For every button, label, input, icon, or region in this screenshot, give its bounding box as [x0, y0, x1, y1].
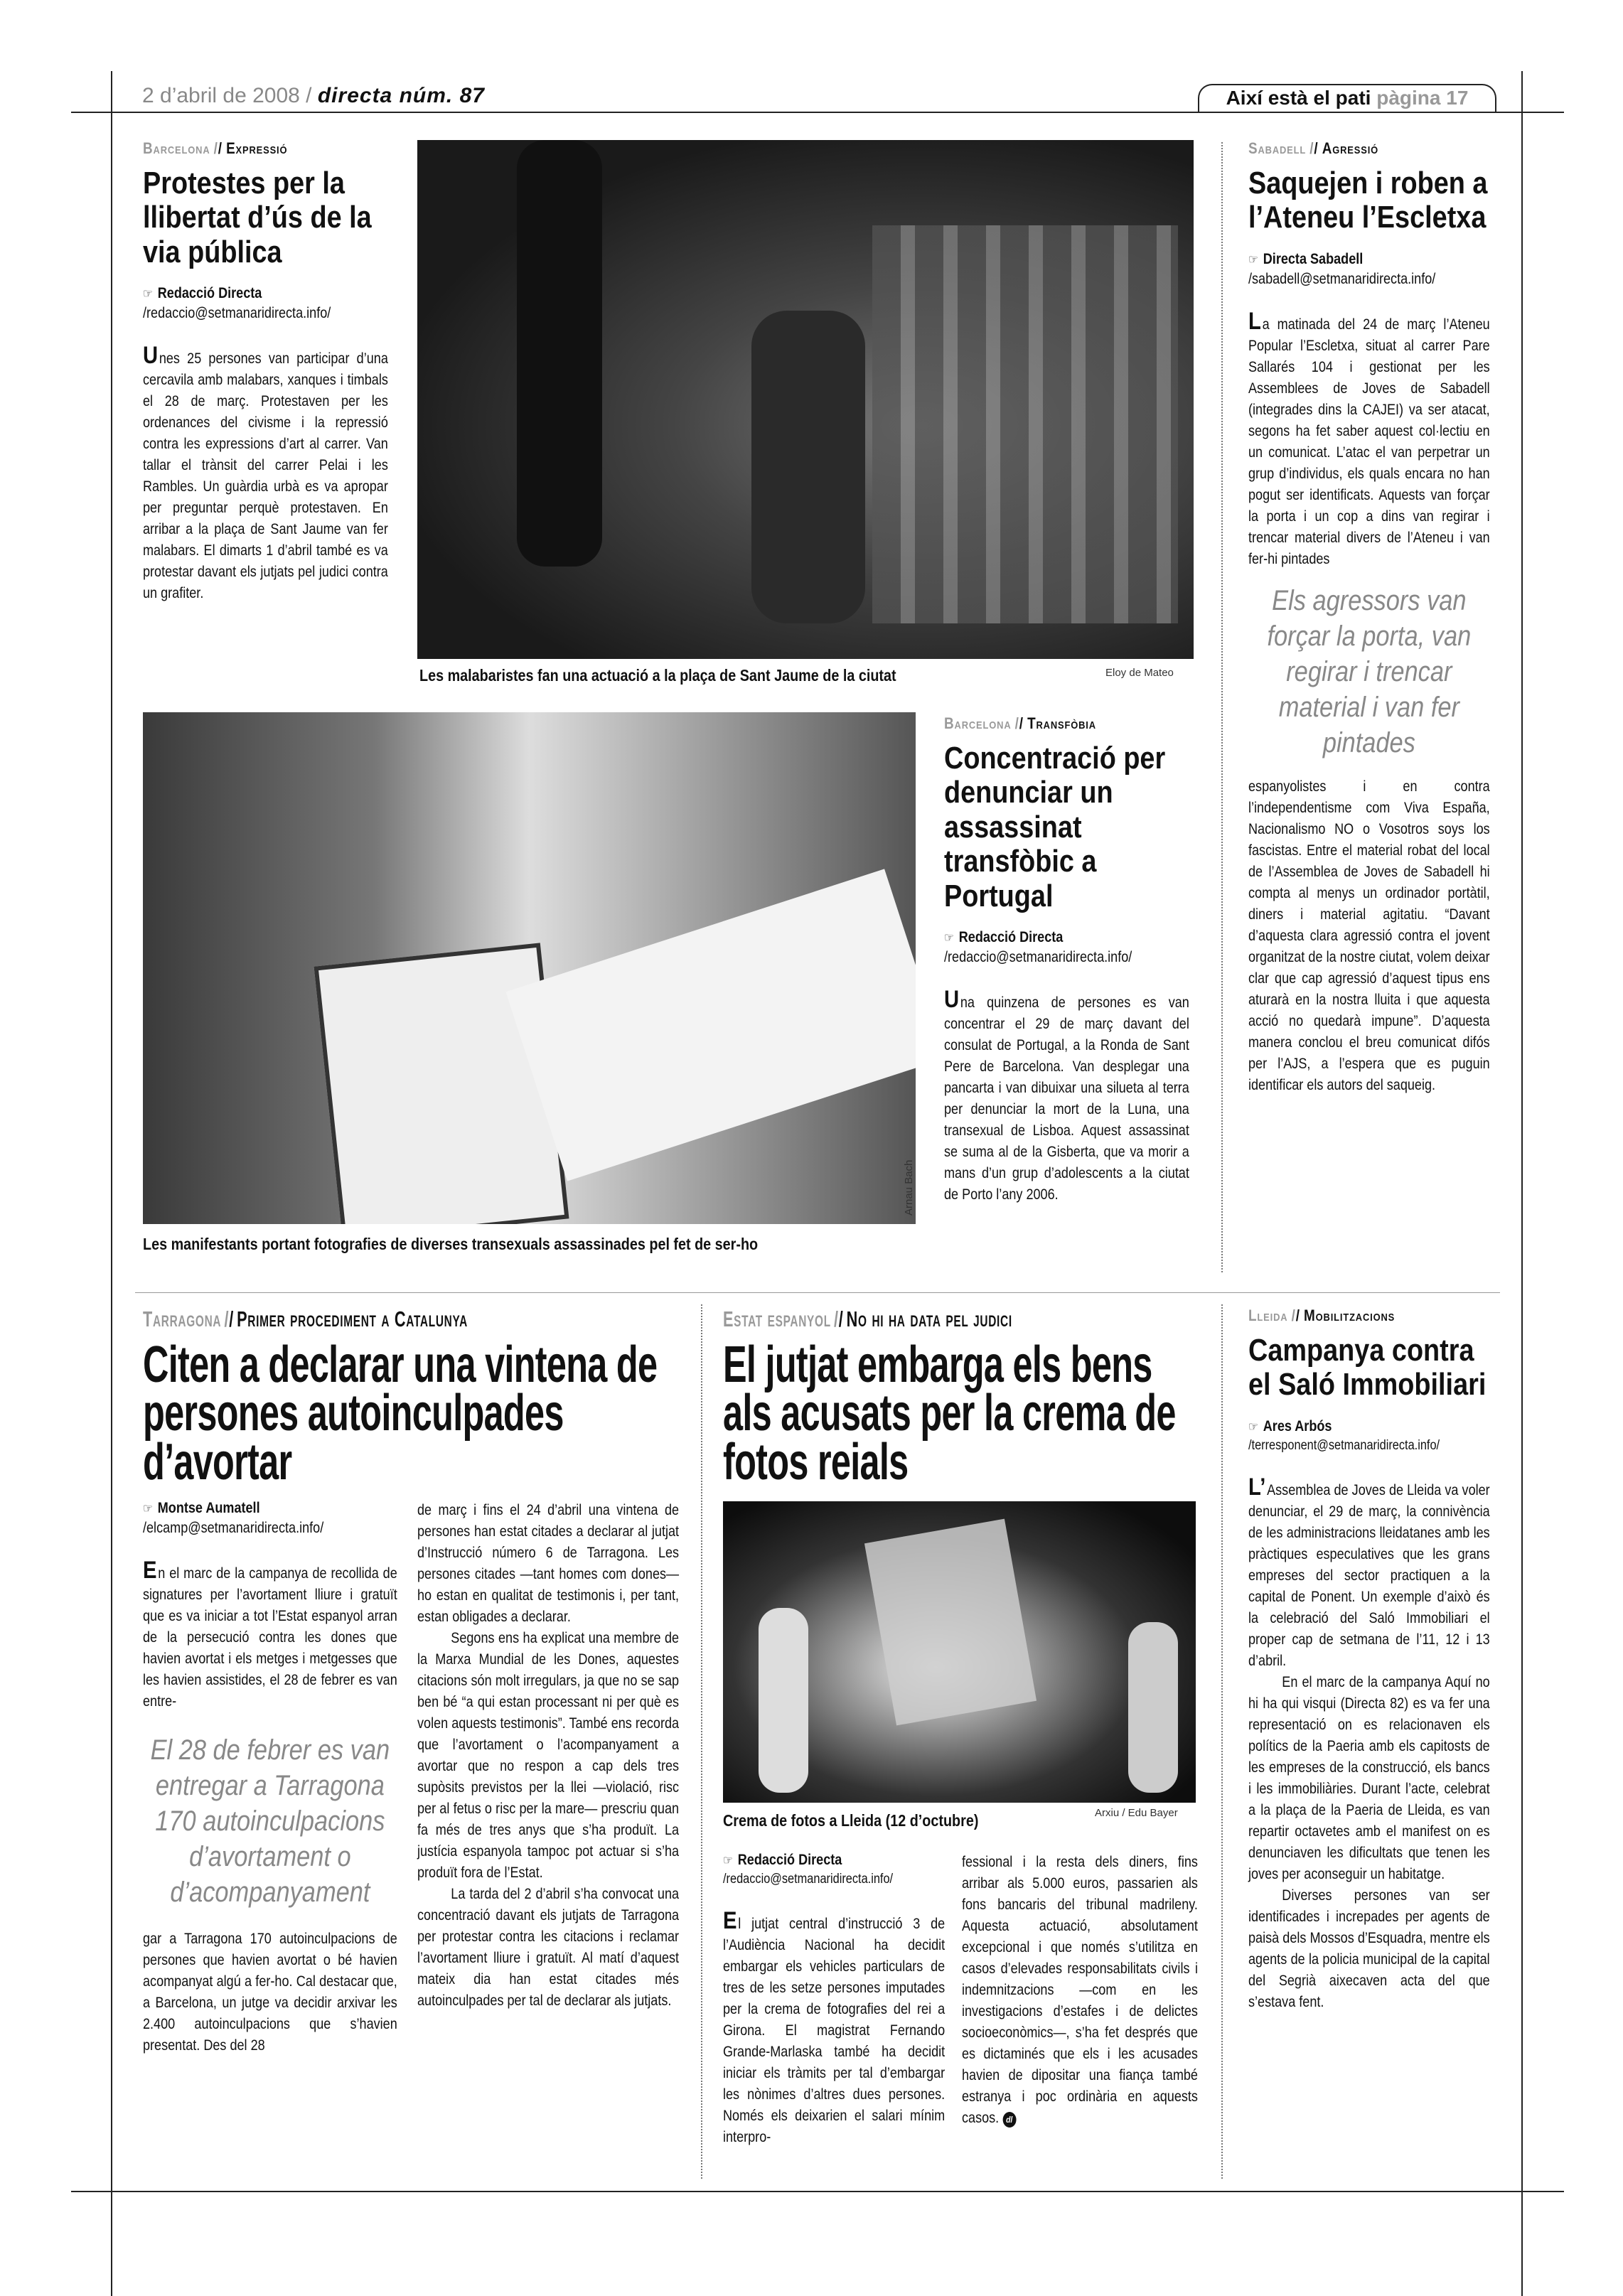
headline: Concentració per denunciar un assassinat transfòbic a Portugal: [944, 741, 1166, 913]
headline: Saquejen i roben a l’Ateneu l’Escletxa: [1248, 166, 1488, 235]
article-body-continued: fessional i la resta dels diners, fins arribar als 5.000 euros, passarien als fons bancaris del tribunal madrileny. Aquesta actuació, absolutament excepcional i que només s’utilitza en casos d’elevades responsabilitats civils i indemnitzacions —com en les investigacions d’estafes i de delictes socioeconòmics—, s’ha fet després que es dictaminés que els i les acusades havien de dipositar una fiança també estranya i poc ordinària en aquests casos. dl: [962, 1854, 1198, 2126]
article-body: En el marc de la campanya de recollida de signatures per l’avortament lliure i gratuït que es va iniciar a tot l’Estat espanyol arran de la persecució contra les dones que havien avortat i els metges i metgesses que les havien assistides, el 28 de febrer es van entre-: [143, 1557, 397, 1710]
pull-quote: El 28 de febrer es van entregar a Tarragona 170 autoinculpacions d’avortament o d’acompanyament: [150, 1734, 390, 1908]
photo-credit: Arxiu / Edu Bayer: [1095, 1807, 1178, 1819]
column-divider: [701, 1304, 702, 2179]
drop-cap: U: [143, 342, 159, 370]
article-body: [1248, 1475, 1490, 2013]
issue-number: directa núm. 87: [317, 84, 485, 107]
paragraph: de març i fins el 24 d’abril una vintena de persones han estat citades a declarar al jutjat d’Instrucció número 6 de Tarragona. Les persones citades —tant homes com dones— ho estan en qualitat de testimonis i, per tant, estan obligades a declarar.: [417, 1502, 680, 1625]
pointing-hand-icon: ☞: [143, 286, 153, 301]
pointing-hand-icon: ☞: [143, 1501, 153, 1516]
paragraph: Diverses persones van ser identificades i increpades per agents de paisà dels Mossos d’Esquadra, mentre els agents de la policia municipal de la capital del Segrià aixecaven acta del que s’estava fent.: [1248, 1887, 1490, 2010]
kicker: Barcelona // Expressió: [143, 139, 288, 157]
article-body-continued: gar a Tarragona 170 autoinculpacions de persones que havien avortat o bé havien acompanyat algú a fer-ho. Cal destacar que, a Barcelona, un jutge va decidir arxivar les 2.400 autoinculpacions que s’havien presentat. Des del 28: [143, 1931, 397, 2054]
article-embarga: [723, 1307, 1199, 1491]
drop-cap: U: [944, 985, 960, 1013]
article-body: La matinada del 24 de març l’Ateneu Popular l’Escletxa, situat al carrer Pare Sallarés 104 i gestionat per les Assemblees de Joves de Sabadell (integrades dins la CAJEI) va ser atacat, segons ha fet saber aquest col·lectiu en un comunicat. L’atac el van perpetrar un grup d’individus, els quals encara no han pogut ser identificats. Aquests van forçar la porta i un cop a dins van regirar i trencar material divers de l’Ateneu i van fer-hi pintades: [1248, 307, 1490, 567]
article-protestes: [143, 139, 388, 604]
banner: [505, 869, 916, 1181]
burning-photo: [864, 1519, 1037, 1726]
article-embarga-col1: [723, 1852, 945, 2148]
author-email[interactable]: /redaccio@setmanaridirecta.info/: [944, 948, 1132, 965]
kicker: Estat espanyol // No hi ha data pel judici: [723, 1307, 1012, 1331]
footer-rule: [71, 2191, 1564, 2192]
person-figure: [759, 1608, 808, 1793]
photo-burning-pictures: [723, 1501, 1196, 1803]
kicker: Lleida // Mobilitzacions: [1248, 1307, 1396, 1324]
headline: Campanya contra el Saló Immobiliari: [1248, 1333, 1487, 1402]
paragraph: L’Assemblea de Joves de Lleida va voler denunciar, el 29 de març, la connivència de les administracions lleidatanes amb les pràctiques especulatives que les grans empreses del sector practiquen a la capital de Ponent. Un exemple d’això és la celebració del Saló Immobiliari el proper cap de setmana de l’11, 12 i 13 d’abril.: [1248, 1473, 1490, 1669]
column-divider: [1221, 142, 1223, 1272]
byline: ☞ Redacció Directa: [723, 1852, 842, 1868]
article-embarga-col2: [962, 1852, 1198, 2129]
kicker: Barcelona // Transfòbia: [944, 714, 1096, 732]
author-email[interactable]: /terresponent@setmanaridirecta.info/: [1248, 1437, 1440, 1453]
byline: ☞ Redacció Directa: [143, 285, 262, 302]
left-margin-rule: [111, 71, 112, 2296]
juggler-figure: [517, 140, 602, 567]
page-number: pàgina 17: [1376, 87, 1469, 109]
photo-caption: Les malabaristes fan una actuació a la plaça de Sant Jaume de la ciutat: [419, 666, 896, 685]
kicker: Tarragona // Primer procediment a Catalunya: [143, 1307, 468, 1331]
author-email[interactable]: /redaccio@setmanaridirecta.info/: [723, 1872, 894, 1887]
byline: ☞ Ares Arbós: [1248, 1417, 1332, 1434]
paragraph: Segons ens ha explicat una membre de la Marxa Mundial de les Dones, aquestes citacions són molt irregulars, ja que no se sap ben bé “a qui estan processant ni per què es volen aquests testimonis”. També ens recorda que l’avortament o l’acompanyament a avortar que no respon a cap dels tres supòsits previstos per la llei —violació, risc per al fetus o risc per la mare— prescriu quan fa més de tres anys que s’ha produït. La justícia espanyola tampoc pot actuar si s’ha produït fora de l’Estat.: [417, 1630, 680, 1881]
author-email[interactable]: /sabadell@setmanaridirecta.info/: [1248, 270, 1436, 287]
section-tab: [1198, 84, 1496, 112]
article-body-continued: [417, 1500, 679, 2012]
article-body-continued: espanyolistes i en contra l’independentisme com Viva España, Nacionalismo NO o Vosotros soys los fascistas. Entre el material robat del local de l’Assemblea de Joves de Sabadell hi compta al menys un ordinador portàtil, diners i material agitatiu. “Davant d’aquesta clara agressió contra el jovent organitzat de la nostre ciutat, volem deixar clar que cap agressió d’aquest tipus ens aturarà en la nostra lluita i que aquesta acció no quedarà impune”. D’aquesta manera conclou el breu comunicat difós per l’AJS, a l’espera que es puguin identificar els autors del saqueig.: [1248, 778, 1490, 1093]
paragraph: La tarda del 2 d’abril s’ha convocat una concentració davant els jutjats de Tarragona per protestar contra les citacions i reclamar l’avortament lliure i gratuït. Al matí d’aquest mateix dia han estat citades més autoinculpades per tal de declarar als jutjats.: [417, 1886, 680, 2009]
article-tarragona: [143, 1307, 683, 1491]
byline: ☞ Montse Aumatell: [143, 1500, 260, 1516]
photo-credit: Eloy de Mateo: [1105, 667, 1174, 679]
juggler-figure: [751, 311, 865, 623]
pointing-hand-icon: ☞: [723, 1853, 733, 1867]
drop-cap: L: [1248, 307, 1261, 335]
running-header: [142, 84, 485, 108]
column-divider: [1221, 1304, 1223, 2179]
drop-cap: E: [143, 1557, 157, 1584]
photo-caption: Crema de fotos a Lleida (12 d’octubre): [723, 1811, 979, 1830]
headline: El jutjat embarga els bens als acusats per la crema de fotos reials: [723, 1336, 1176, 1491]
building-facade: [872, 225, 1178, 623]
author-email[interactable]: /redaccio@setmanaridirecta.info/: [143, 305, 331, 322]
article-body: Unes 25 persones van participar d’una cercavila amb malabars, xanques i timbals el 28 de març. Protestaven per les ordenances del civisme i la repressió contra les expressions d’art al carrer. Van tallar el trànsit del carrer Pelai i les Rambles. Un guàrdia urbà es va apropar per preguntar perquè protestaven. En arribar a la plaça de Sant Jaume van fer malabars. El dimarts 1 d’abril també es va protestar davant els jutjats pel judici contra un grafiter.: [143, 342, 388, 602]
article-body: El jutjat central d’instrucció 3 de l’Audiència Nacional ha decidit embargar els vehicles particulars de tres de les setze persones imputades per la crema de fotografies del rei a Girona. El magistrat Fernando Grande-Marlaska també ha decidit iniciar els tràmits per tal d’embargar les nònimes d’altres dues persones. Només els deixarien el salari mínim interpro-: [723, 1907, 946, 2145]
right-margin-rule: [1521, 71, 1523, 2296]
photo-credit: Arnau Bach: [903, 1159, 915, 1216]
person-figure: [1128, 1622, 1178, 1793]
end-of-article-icon: dl: [1002, 2112, 1016, 2128]
headline: Protestes per la llibertat d’ús de la via pública: [143, 166, 372, 269]
article-saquejen: [1248, 139, 1490, 1096]
photo-protesters: [143, 712, 916, 1224]
pointing-hand-icon: ☞: [1248, 252, 1258, 267]
issue-date: 2 d’abril de 2008 /: [142, 84, 312, 107]
article-tarragona-col2: [417, 1500, 679, 2012]
article-lleida: [1248, 1307, 1490, 2013]
kicker: Sabadell // Agressió: [1248, 139, 1379, 157]
photo-jugglers: [417, 140, 1194, 659]
article-body: Una quinzena de persones es van concentrar el 29 de març davant del consulat de Portugal, a la Ronda de Sant Pere de Barcelona. Van desplegar una pancarta i van dibuixar una silueta al terra per denunciar la mort de la Luna, una transexual de Lisboa. Aquest assassinat se suma al de la Gisberta, que va morir a mans d’un grup d’adolescents a la ciutat de Porto l’any 2006.: [944, 985, 1189, 1203]
photo-caption: Les manifestants portant fotografies de diverses transexuals assassinades pel fet de ser-ho: [143, 1235, 759, 1253]
paragraph: En el marc de la campanya Aquí no hi ha qui visqui (Directa 82) es va fer una representació on es relacionaven els polítics de la Paeria amb els capitosts de les empreses de la construcció, els bancs i les immobiliàries. Durant l’acte, celebrat a la plaça de la Paeria de Lleida, es van repartir octavetes amb el manifest on es denunciaven les dificultats que tenen les joves per aconseguir un habitatge.: [1248, 1673, 1490, 1882]
article-transfobia: [944, 714, 1189, 1206]
section-separator: [135, 1292, 1500, 1293]
drop-cap: L’: [1248, 1473, 1266, 1501]
pointing-hand-icon: ☞: [944, 930, 954, 945]
author-email[interactable]: /elcamp@setmanaridirecta.info/: [143, 1520, 324, 1536]
pull-quote: Els agressors van forçar la porta, van regirar i trencar material i van fer pintades: [1267, 584, 1472, 758]
byline: ☞ Directa Sabadell: [1248, 250, 1364, 267]
drop-cap: E: [723, 1907, 737, 1934]
byline: ☞ Redacció Directa: [944, 928, 1064, 945]
headline: Citen a declarar una vintena de persones autoinculpades d’avortar: [143, 1336, 658, 1491]
article-tarragona-col1: [143, 1500, 397, 2056]
section-name: Així està el pati: [1226, 87, 1371, 109]
pointing-hand-icon: ☞: [1248, 1419, 1258, 1434]
